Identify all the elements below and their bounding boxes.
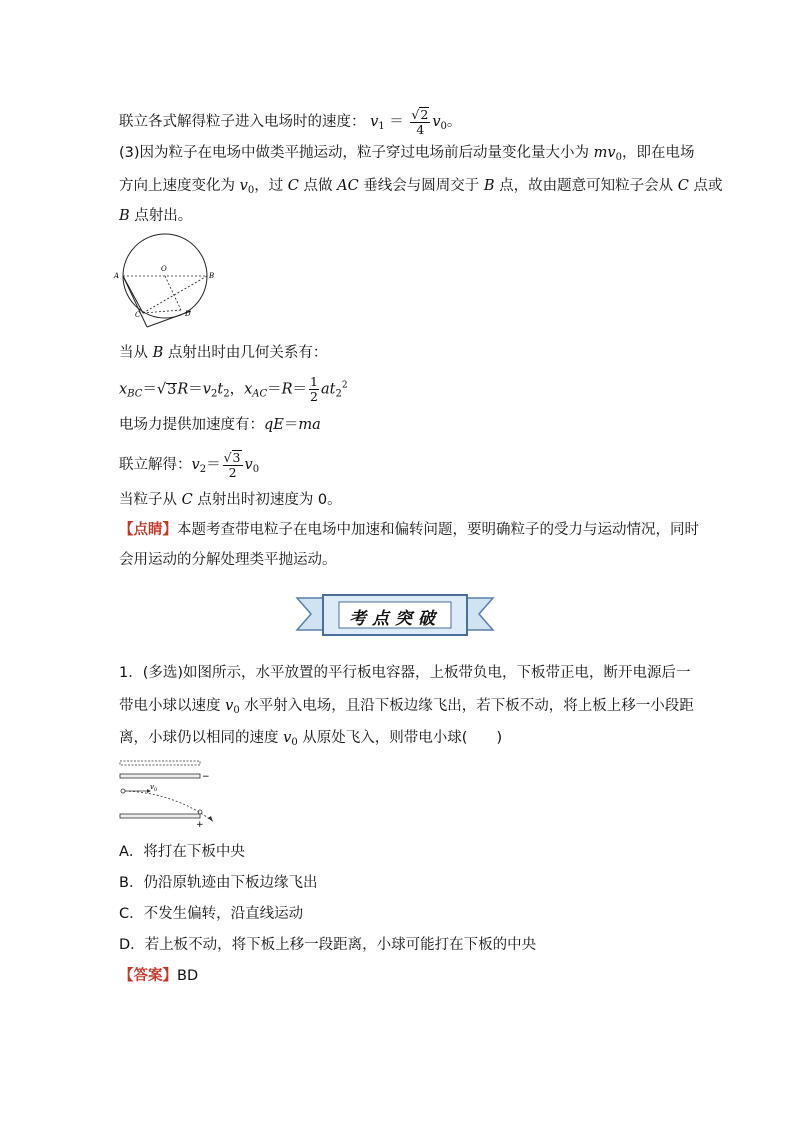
text: 方向上速度变化为 (119, 178, 240, 194)
sub: 0 (615, 152, 622, 163)
comma: ， (229, 381, 245, 398)
segment-OD (165, 276, 181, 310)
note-line-2 (119, 550, 337, 570)
var: v (191, 457, 200, 473)
sub: 0 (233, 705, 240, 716)
var: x (244, 381, 253, 398)
equals: ＝ (292, 381, 308, 398)
period: 。 (446, 114, 462, 130)
denominator: 4 (416, 122, 425, 137)
label-O: O (161, 265, 167, 273)
var-v: v (370, 114, 379, 130)
solution-line-8 (119, 450, 259, 480)
text: 会用运动的分解处理类平抛运动。 (119, 552, 337, 568)
note-tag: 【点睛】 (119, 522, 177, 538)
equals: ＝ (389, 114, 404, 130)
text: 联立各式解得粒子进入电场时的速度： (119, 114, 366, 130)
point-label: B (483, 178, 495, 194)
sqrt-arg: 3 (232, 450, 241, 465)
solution-line-3 (119, 176, 723, 201)
answer-tag: 【答案】 (119, 968, 177, 984)
answer-value: BD (177, 968, 199, 984)
text: 点或 (688, 178, 723, 194)
question-line-1 (119, 663, 691, 683)
tangent-line (123, 276, 147, 327)
solution-line-2 (119, 143, 694, 168)
var: v (244, 457, 253, 473)
fraction: $\frac{√2}{4}$ (411, 107, 429, 137)
text: 点射出。 (129, 208, 193, 224)
denominator: 2 (228, 465, 237, 480)
sub: 0 (440, 121, 447, 132)
sub: 0 (252, 464, 260, 475)
var: t (329, 381, 336, 398)
segment-label: AC (337, 178, 359, 194)
sqrt-arg: 3 (167, 381, 177, 398)
solution-line-4 (119, 206, 192, 226)
solution-line-6: $x_{BC}=√3R=v_2t_2$，$x_{AC}=R=$ $\frac{1}{2}$ $at_2^2$ (119, 374, 348, 404)
text: 电场力提供加速度有： (119, 417, 264, 433)
var-mv: mv (593, 145, 616, 161)
text: ，过 (254, 178, 288, 194)
equals: ＝ (142, 381, 157, 398)
fraction (309, 375, 319, 404)
circle-figure (114, 233, 219, 333)
var: ma (298, 417, 321, 433)
sqrt-arg: 2 (420, 107, 429, 122)
label-A: A (114, 272, 120, 280)
fraction: $\frac{√3}{2}$ (223, 450, 241, 480)
option-text: D．若上板不动，将下板上移一段距离，小球可能打在下板的中央 (119, 937, 537, 953)
segment-CB (143, 276, 207, 313)
question-line-3 (119, 728, 502, 753)
equals: ＝ (206, 457, 221, 473)
trajectory-arrow (208, 816, 213, 822)
solution-line-1 (119, 107, 461, 137)
var: v (225, 698, 234, 714)
var-v0: v (432, 114, 441, 130)
point-label: C (677, 178, 689, 194)
text: 1．(多选)如图所示，水平放置的平行板电容器，上板带负电，下板带正电，断开电源后一 (119, 665, 691, 681)
text: (3)因为粒子在电场中做类平抛运动，粒子穿过电场前后动量变化量大小为 (119, 145, 594, 161)
var: x (119, 381, 128, 398)
sup: 2 (341, 380, 348, 391)
v0-sub: 0 (154, 787, 158, 793)
upper-plate-moved (120, 761, 200, 765)
text: 带电小球以速度 (119, 698, 226, 714)
text: 点射出时由几何关系有： (163, 345, 328, 361)
segment-CD (143, 310, 181, 313)
var: v (239, 178, 248, 194)
point-label: C (181, 492, 193, 508)
sub: 0 (291, 737, 298, 748)
solution-line-5 (119, 343, 327, 363)
var: R (177, 381, 189, 398)
sub: BC (127, 388, 143, 400)
var: t (217, 381, 224, 398)
text: 垂线会与圆周交于 (358, 178, 484, 194)
var: R (281, 381, 293, 398)
note-line-1 (119, 520, 699, 540)
var: qE (264, 417, 284, 433)
equals: ＝ (267, 381, 282, 398)
text: 点射出时初速度为 0。 (192, 492, 342, 508)
text: 从原处飞入，则带电小球( ) (297, 730, 503, 746)
point-label: C (287, 178, 299, 194)
v0-label: v (150, 783, 154, 791)
option-B (119, 873, 317, 893)
sub: 2 (335, 388, 342, 400)
label-C: C (135, 311, 141, 319)
denominator: 2 (310, 389, 318, 404)
text: 点做 (298, 178, 338, 194)
option-text: C．不发生偏转，沿直线运动 (119, 906, 304, 922)
var: a (321, 381, 330, 398)
text: 水平射入电场，且沿下板边缘飞出，若下板不动，将上板上移一小段距 (239, 698, 694, 714)
option-D (119, 935, 536, 955)
sub: 2 (199, 464, 207, 475)
sub: 0 (247, 185, 255, 196)
text: ，即在电场 (621, 145, 695, 161)
text: 点，故由题意可知粒子会从 (494, 178, 678, 194)
numerator: 1 (310, 374, 318, 389)
capacitor-figure (119, 760, 229, 830)
upper-plate (120, 774, 200, 778)
question-line-2 (119, 696, 694, 721)
solution-line-7 (119, 415, 321, 435)
equals: ＝ (283, 417, 299, 433)
text: 当粒子从 (119, 492, 182, 508)
option-text: B．仍沿原轨迹由下板边缘飞出 (119, 875, 318, 891)
text: 当从 (119, 345, 153, 361)
equals: ＝ (188, 381, 203, 398)
answer-line (119, 966, 198, 986)
sub: AC (252, 388, 268, 400)
point-label: B (152, 345, 164, 361)
solution-line-9 (119, 490, 342, 510)
option-text: A．将打在下板中央 (119, 844, 245, 860)
text: 离，小球仍以相同的速度 (119, 730, 284, 746)
minus-sign: − (202, 772, 210, 782)
text: 联立解得： (119, 457, 192, 473)
sub: 2 (210, 388, 218, 400)
label-B: B (209, 272, 215, 280)
option-C (119, 904, 303, 924)
var: v (283, 730, 292, 746)
sub: 1 (378, 121, 385, 132)
point-label: B (119, 208, 130, 224)
plus-sign: + (196, 820, 204, 830)
label-D: D (185, 310, 191, 318)
option-A (119, 842, 245, 862)
sub: 2 (223, 388, 230, 400)
var: v (202, 381, 211, 398)
text: 本题考查带电粒子在电场中加速和偏转问题，要明确粒子的受力与运动情况，同时 (177, 522, 699, 538)
banner-label: 考点突破 (349, 609, 441, 629)
lower-plate (120, 814, 200, 818)
ball-start (121, 789, 125, 793)
